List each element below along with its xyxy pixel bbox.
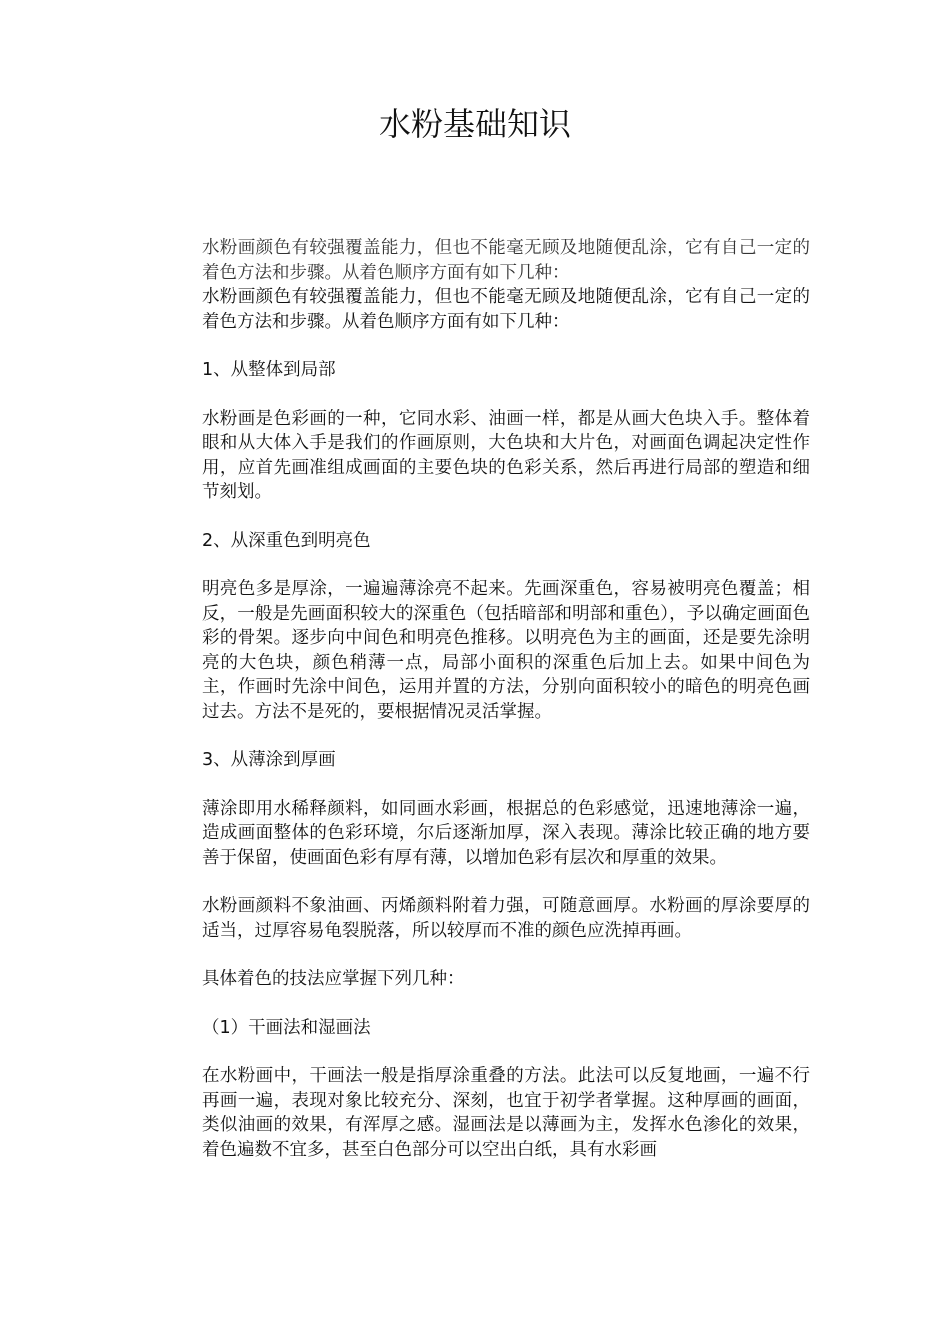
section-heading-1: 1、从整体到局部 xyxy=(202,360,336,380)
technique-1-paragraph: 在水粉画中，干画法一般是指厚涂重叠的方法。此法可以反复地画，一遍不行再画一遍，表现对象比较充分、深刻，也宜于初学者掌握。这种厚画的画面，类似油画的效果，有浑厚之感。湿画法是以薄画为主，发挥水色渗化的效果，着色遍数不宜多，甚至白色部分可以空出白纸，具有水彩画 xyxy=(202,1066,810,1160)
document-body xyxy=(202,236,810,1162)
section-3-paragraph: 薄涂即用水稀释颜料，如同画水彩画，根据总的色彩感觉，迅速地薄涂一遍，造成画面整体的色彩环境，尔后逐渐加厚，深入表现。薄涂比较正确的地方要善于保留，使画面色彩有厚有薄，以增加色彩有层次和厚重的效果。 xyxy=(202,798,810,868)
document-title: 水粉基础知识 xyxy=(378,105,571,143)
section-heading-3: 3、从薄涂到厚画 xyxy=(202,750,336,770)
section-1-paragraph: 水粉画是色彩画的一种，它同水彩、油画一样，都是从画大色块入手。整体着眼和从大体入手是我们的作画原则，大色块和大片色，对画面色调起决定性作用，应首先画准组成画面的主要色块的色彩关系，然后再进行局部的塑造和细节刻划。 xyxy=(202,408,810,502)
technique-heading-1: （1）干画法和湿画法 xyxy=(202,1017,371,1038)
intro-paragraph-repeat: 水粉画颜色有较强覆盖能力，但也不能毫无顾及地随便乱涂，它有自己一定的着色方法和步骤。从着色顺序方面有如下几种： xyxy=(202,287,810,332)
intro-paragraph: 水粉画颜色有较强覆盖能力，但也不能毫无顾及地随便乱涂，它有自己一定的着色方法和步骤。从着色顺序方面有如下几种： xyxy=(202,238,810,283)
section-3-paragraph-2: 水粉画颜料不象油画、丙烯颜料附着力强，可随意画厚。水粉画的厚涂要厚的适当，过厚容易龟裂脱落，所以较厚而不准的颜色应洗掉再画。 xyxy=(202,896,810,941)
section-heading-2: 2、从深重色到明亮色 xyxy=(202,530,371,551)
techniques-intro: 具体着色的技法应掌握下列几种： xyxy=(202,969,465,989)
section-2-paragraph: 明亮色多是厚涂，一遍遍薄涂亮不起来。先画深重色，容易被明亮色覆盖；相反，一般是先画面积较大的深重色（包括暗部和明部和重色），予以确定画面色彩的骨架。逐步向中间色和明亮色推移。以明亮色为主的画面，还是要先涂明亮的大色块，颜色稍薄一点，局部小面积的深重色后加上去。如果中间色为主，作画时先涂中间色，运用并置的方法，分别向面积较小的暗色的明亮色画过去。方法不是死的，要根据情况灵活掌握。 xyxy=(202,579,810,722)
